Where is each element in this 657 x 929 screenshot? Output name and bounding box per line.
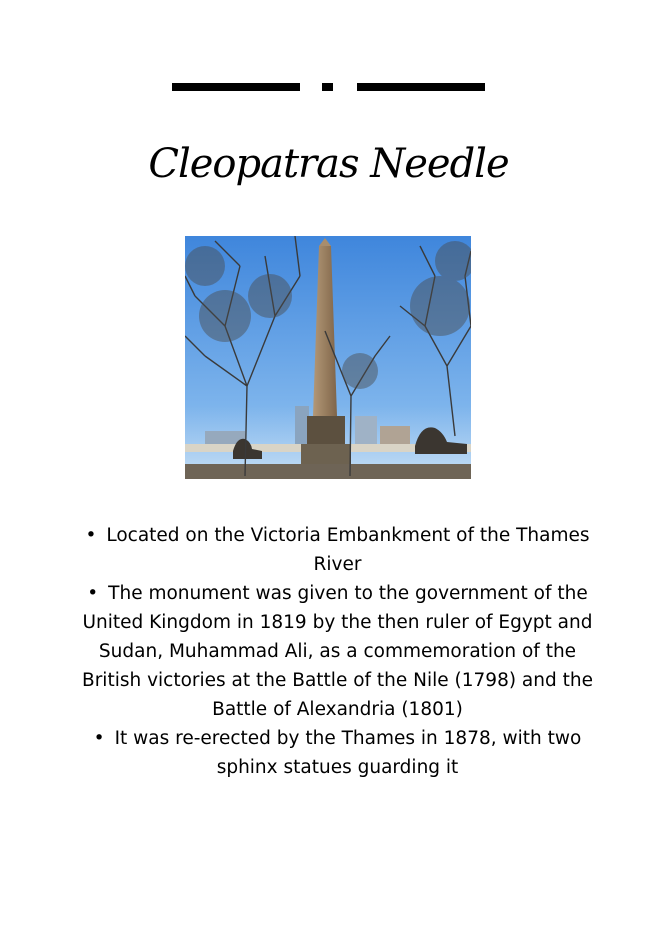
divider-bar-right — [357, 83, 485, 91]
list-item — [80, 579, 595, 724]
list-item-text: The monument was given to the government of the United Kingdom in 1819 by the then ruler of Egypt and Sudan, Muhammad Ali, as a commemoration of the British victories at the Battle of the Nile (1798) and the Battle of Alexandria (1801) — [82, 583, 593, 720]
divider-dot — [322, 83, 333, 91]
obelisk-photo — [185, 236, 471, 479]
fact-list — [80, 521, 595, 782]
bullet-marker: • — [87, 583, 99, 604]
bullet-marker: • — [93, 728, 105, 749]
page-title: Cleopatras Needle — [148, 141, 509, 187]
decorative-divider — [172, 83, 485, 91]
list-item — [80, 724, 595, 782]
list-item-text: It was re-erected by the Thames in 1878, with two sphinx statues guarding it — [114, 728, 582, 778]
divider-bar-left — [172, 83, 300, 91]
list-item — [80, 521, 595, 579]
bullet-marker: • — [85, 525, 97, 546]
list-item-text: Located on the Victoria Embankment of the Thames River — [106, 525, 590, 575]
